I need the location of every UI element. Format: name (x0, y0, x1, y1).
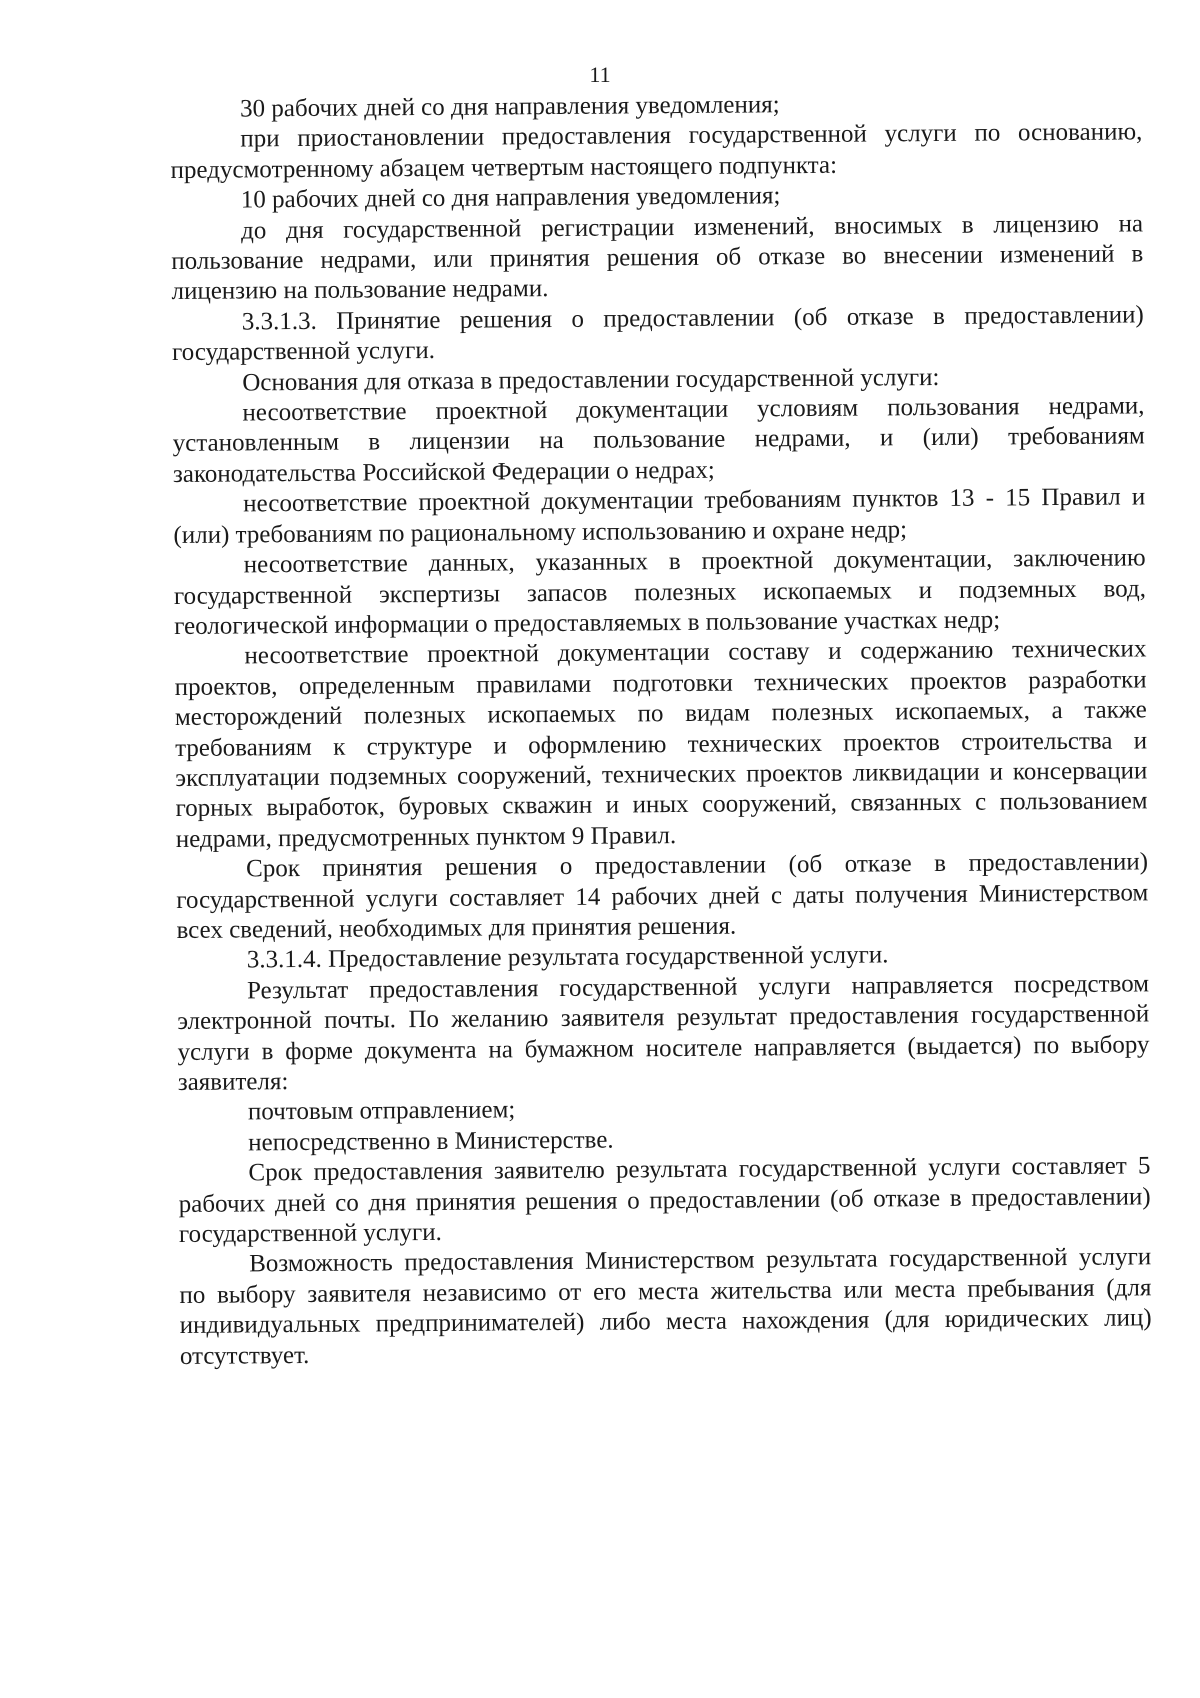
paragraph: при приостановлении предоставления государственной услуги по основанию, предусмотренному абзацем четвертым настоящего подпункта: (170, 118, 1143, 184)
paragraph: Срок предоставления заявителю результата государственной услуги составляет 5 рабочих дней со дня принятия решения о предоставлении (об отказе в предоставлении) государственной услуги. (178, 1152, 1151, 1248)
page-number: 11 (589, 62, 611, 87)
paragraph: непосредственно в Министерстве. (248, 1126, 614, 1157)
paragraph: Возможность предоставления Министерством результата государственной услуги по выбору заявителя независимо от его места жительства или места пребывания (для индивидуальных предпринимателей) либо места нахождения (для юридических лиц) отсутствует. (179, 1243, 1152, 1370)
section-heading-3-3-1-3: 3.3.1.3. Принятие решения о предоставлении (об отказе в предоставлении) государственной услуги. (171, 301, 1144, 367)
paragraph: почтовым отправлением; (247, 1096, 516, 1126)
paragraph: Результат предоставления государственной услуги направляется посредством электронной почты. По желанию заявителя результат предоставления государственной услуги в форме документа на бумажном носителе направляется (выдается) по выбору заявителя: (177, 970, 1150, 1096)
paragraph: несоответствие данных, указанных в проектной документации, заключению государственной экспертизы запасов полезных ископаемых и подземных вод, геологической информации о предоставляемых в пользование участках недр; (173, 544, 1147, 640)
document-body (170, 87, 1152, 1372)
paragraph: до дня государственной регистрации изменений, вносимых в лицензию на пользование недрами, или принятия решения об отказе во внесении изменений в лицензию на пользование недрами. (171, 209, 1144, 306)
paragraph: несоответствие проектной документации требованиям пунктов 13 - 15 Правил и (или) требованиям по рациональному использованию и охране недр; (173, 483, 1146, 549)
paragraph: несоответствие проектной документации составу и содержанию технических проектов, определенным правилами подготовки технических проектов разработки месторождений полезных ископаемых по видам полезных ископаемых, а также требованиям к структуре и оформлению технических проектов строительства и эксплуатации подземных сооружений, технических проектов ликвидации и консервации горных выработок, буровых скважин и иных сооружений, связанных с пользованием недрами, предусмотренных пунктом 9 Правил. (174, 635, 1148, 853)
section-heading-3-3-1-4: 3.3.1.4. Предоставление результата государственной услуги. (246, 941, 889, 974)
paragraph: Срок принятия решения о предоставлении (об отказе в предоставлении) государственной услуги составляет 14 рабочих дней с даты получения Министерством всех сведений, необходимых для принятия решения. (176, 848, 1149, 944)
paragraph: Основания для отказа в предоставлении государственной услуги: (242, 363, 940, 397)
paragraph: 30 рабочих дней со дня направления уведомления; (240, 91, 780, 123)
paragraph: 10 рабочих дней со дня направления уведомления; (240, 182, 781, 214)
paragraph: несоответствие проектной документации условиям пользования недрами, установленным в лицензии на пользование недрами, и (или) требованиям законодательства Российской Федерации о недрах; (172, 392, 1145, 488)
